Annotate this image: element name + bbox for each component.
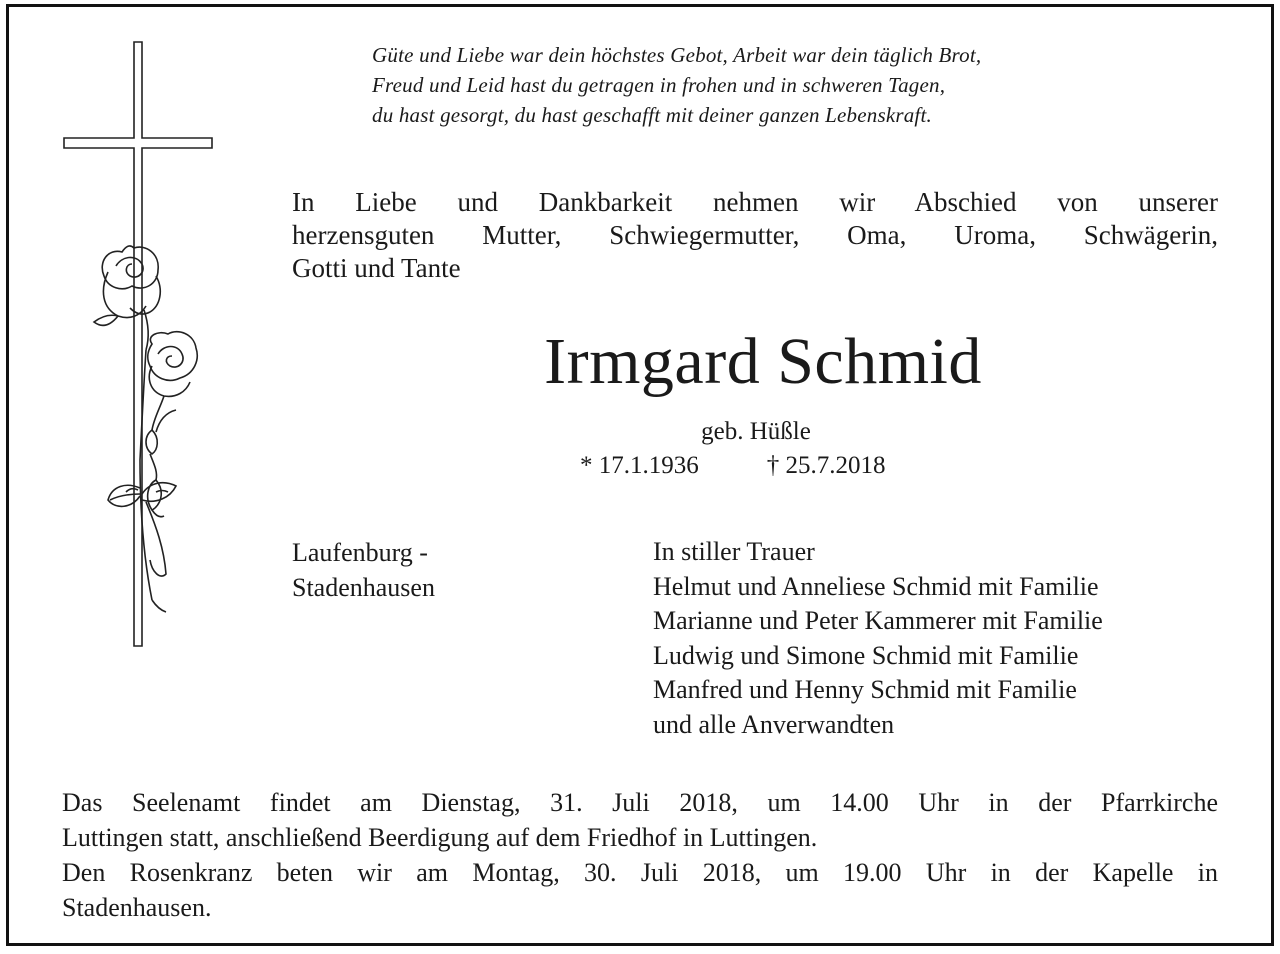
place-of-residence (292, 535, 435, 605)
birth-name: geb. Hüßle (701, 418, 811, 445)
farewell-intro (292, 186, 1218, 285)
notice-line: Luttingen statt, anschließend Beerdigung auf dem Friedhof in Luttingen. (62, 823, 818, 852)
life-dates (580, 450, 886, 482)
intro-line: herzensguten Mutter, Schwiegermutter, Oma, Uroma, Schwägerin, (292, 220, 1218, 250)
funeral-notice (62, 785, 1218, 925)
mourner-entry: Ludwig und Simone Schmid mit Familie (653, 640, 1079, 670)
mourner-entry: und alle Anverwandten (653, 709, 895, 739)
notice-line: Das Seelenamt findet am Dienstag, 31. Juli 2018, um 14.00 Uhr in der Pfarrkirche (62, 788, 1218, 817)
deceased-name: Irmgard Schmid (544, 325, 982, 398)
intro-line: In Liebe und Dankbarkeit nehmen wir Abschied von unserer (292, 187, 1218, 217)
place-line: Stadenhausen (292, 573, 435, 602)
notice-line: Stadenhausen. (62, 893, 212, 922)
mourner-entry: Helmut und Anneliese Schmid mit Familie (653, 571, 1099, 601)
poem-line: Güte und Liebe war dein höchstes Gebot, Arbeit war dein täglich Brot, (372, 43, 982, 67)
place-line: Laufenburg - (292, 538, 428, 567)
poem-line: Freud und Leid hast du getragen in frohen und in schweren Tagen, (372, 73, 946, 97)
notice-line: Den Rosenkranz beten wir am Montag, 30. Juli 2018, um 19.00 Uhr in der Kapelle in (62, 858, 1218, 887)
birth-date: * 17.1.1936 (580, 452, 699, 479)
mourner-entry: Manfred und Henny Schmid mit Familie (653, 675, 1077, 704)
mourner-entry: Marianne und Peter Kammerer mit Familie (653, 606, 1103, 635)
poem (372, 40, 1232, 130)
cross-with-roses-icon (60, 40, 220, 652)
intro-line: Gotti und Tante (292, 253, 461, 283)
death-date: † 25.7.2018 (766, 452, 886, 479)
mourners-heading: In stiller Trauer (653, 537, 815, 566)
mourners-list (653, 535, 1103, 742)
poem-line: du hast gesorgt, du hast geschafft mit deiner ganzen Lebenskraft. (372, 103, 932, 127)
